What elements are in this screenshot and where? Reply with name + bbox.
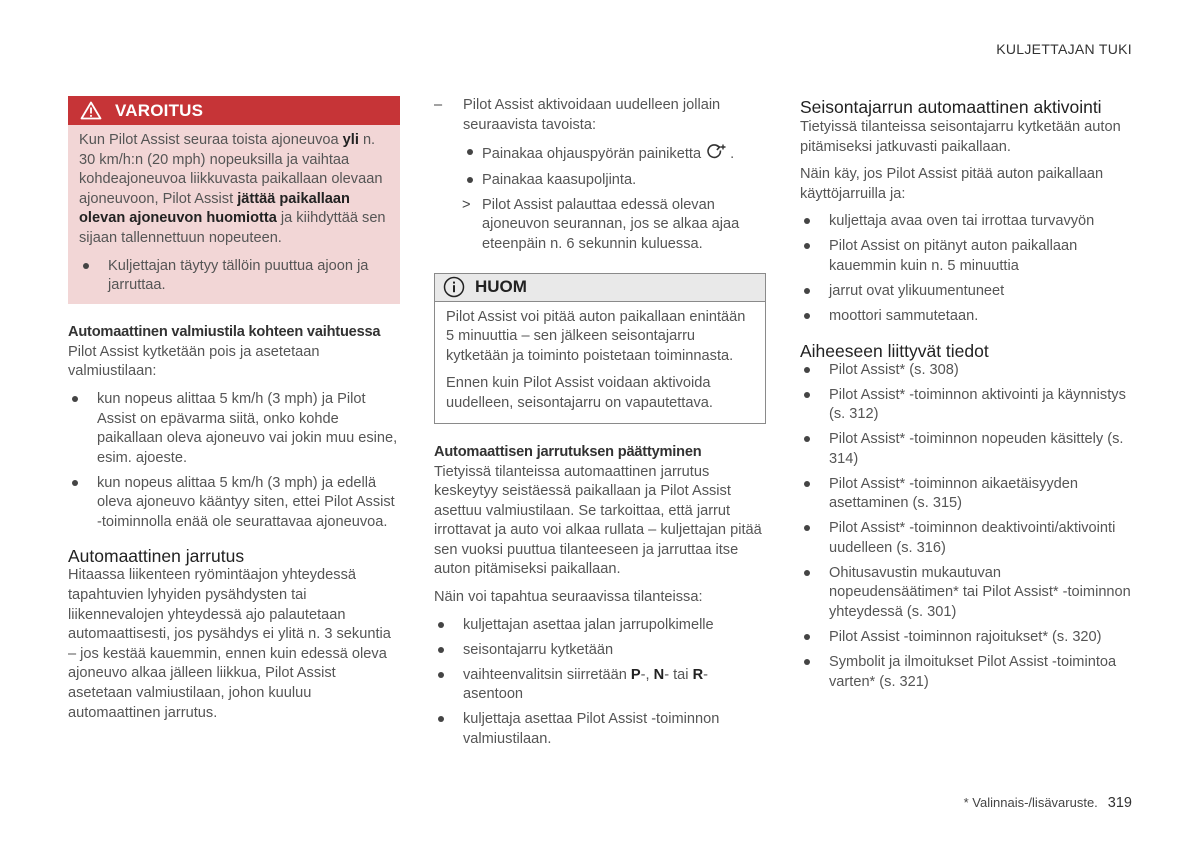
list-item: Kuljettajan täytyy tällöin puuttua ajoon ja jarruttaa.	[79, 257, 389, 296]
related-link[interactable]: Pilot Assist* -toiminnon aktivointi ja käynnistys (s. 312)	[800, 386, 1132, 425]
standby-list	[68, 390, 400, 533]
related-link[interactable]: Pilot Assist* -toiminnon aikaetäisyyden asettaminen (s. 315)	[800, 475, 1132, 514]
braking-end-intro: Näin voi tapahtua seuraavissa tilanteissa:	[434, 589, 703, 606]
standby-intro: Pilot Assist kytketään pois ja asetetaan valmiustilaan:	[68, 343, 320, 380]
auto-braking-heading: Automaattinen jarrutus	[68, 546, 245, 567]
column-middle	[434, 96, 766, 755]
warning-triangle-icon	[80, 101, 102, 120]
arrow-marker: >	[462, 196, 471, 213]
related-link[interactable]: Pilot Assist* (s. 308)	[800, 361, 1132, 381]
list-item: kun nopeus alittaa 5 km/h (3 mph) ja edellä oleva ajoneuvo kääntyy siten, ettei Pilot Assist -toiminnolla enää ole seurattavaa ajoneuvoa.	[68, 474, 400, 533]
page-footer	[964, 793, 1132, 814]
list-item: seisontajarru kytketään	[434, 641, 766, 661]
parking-brake-list	[800, 212, 1132, 326]
column-left	[68, 96, 400, 723]
list-item: Pilot Assist on pitänyt auton paikallaan kauemmin kuin n. 5 minuuttia	[800, 237, 1132, 276]
dash-marker: –	[434, 97, 443, 113]
steering-wheel-resume-icon	[704, 143, 726, 161]
warning-header	[68, 96, 400, 125]
auto-braking-text: Hitaassa liikenteen ryömintäajon yhteydessä tapahtuvien lyhyiden pysähdysten tai liikennevalojen yhteydessä ajo palautetaan automaattisesti, jos pysähdys ei ylitä n. 3 sekuntia – jos kestää kauemmin, ennen kuin edessä oleva ajoneuvo alkaa jälleen liikkua, Pilot Assist asetetaan valmiustilaan, johon kuuluu automaattinen jarrutus.	[68, 567, 391, 721]
related-link[interactable]: Pilot Assist -toiminnon rajoitukset* (s. 320)	[800, 628, 1132, 648]
standby-heading: Automaattinen valmiustila kohteen vaihtuessa	[68, 323, 381, 340]
parking-brake-intro: Näin käy, jos Pilot Assist pitää auton paikallaan käyttöjarruilla ja:	[800, 166, 1104, 202]
list-item: kuljettajan asettaa jalan jarrupolkimelle	[434, 616, 766, 636]
reactivation-result	[434, 196, 766, 255]
reactivation-item	[434, 96, 766, 135]
warning-box	[68, 96, 400, 304]
footnote: * Valinnais-/lisävaruste.	[963, 795, 1098, 810]
note-paragraph-1: Pilot Assist voi pitää auton paikallaan enintään 5 minuuttia – sen jälkeen seisontajarru kytketään ja toiminto poistetaan toiminnasta.	[446, 308, 746, 364]
warning-label: VAROITUS	[115, 100, 204, 120]
note-label: HUOM	[475, 277, 527, 297]
list-item: vaihteenvalitsin siirretään P-, N- tai R-asentoon	[434, 666, 766, 705]
list-item: jarrut ovat ylikuumentuneet	[800, 282, 1132, 302]
warning-bullet-list	[79, 257, 389, 296]
related-link[interactable]: Ohitusavustin mukautuvan nopeudensäätimen* tai Pilot Assist* -toiminnon yhteydessä (s. 301)	[800, 564, 1132, 623]
related-list	[800, 361, 1132, 693]
reactivation-intro: Pilot Assist aktivoidaan uudelleen jollain seuraavista tavoista:	[463, 97, 721, 133]
page-number: 319	[1107, 795, 1132, 811]
related-link[interactable]: Pilot Assist* -toiminnon deaktivointi/aktivointi uudelleen (s. 316)	[800, 519, 1132, 558]
chapter-title: KULJETTAJAN TUKI	[996, 41, 1132, 57]
note-body	[435, 302, 765, 423]
braking-end-list	[434, 616, 766, 750]
reactivation-result-text: Pilot Assist palauttaa edessä olevan ajoneuvon seurannan, jos se alkaa ajaa eteenpäin n. 6 sekunnin kuluessa.	[482, 196, 740, 252]
parking-brake-text: Tietyissä tilanteissa seisontajarru kytketään auton pitämiseksi jatkuvasti paikallaan.	[800, 119, 1121, 155]
list-item: kuljettaja avaa oven tai irrottaa turvavyön	[800, 212, 1132, 232]
list-item: kuljettaja asettaa Pilot Assist -toiminnon valmiustilaan.	[434, 710, 766, 749]
braking-end-text: Tietyissä tilanteissa automaattinen jarrutus keskeytyy seistäessä paikallaan ja Pilot Assist asettuu valmiustilaan. Se tarkoittaa, että jarrut irrottavat ja auto voi alkaa rullata – kuljettajan pitää sen vuoksi puuttua tilanteeseen ja jarruttaa itse auton pitämiseksi paikallaan.	[434, 463, 762, 578]
note-box	[434, 273, 766, 424]
note-header	[435, 274, 765, 302]
related-heading: Aiheeseen liittyvät tiedot	[800, 340, 989, 361]
parking-brake-heading: Seisontajarrun automaattinen aktivointi	[800, 97, 1102, 117]
related-link[interactable]: Pilot Assist* -toiminnon nopeuden käsittely (s. 314)	[800, 430, 1132, 469]
list-item: moottori sammutetaan.	[800, 307, 1132, 327]
braking-end-heading: Automaattisen jarrutuksen päättyminen	[434, 443, 702, 460]
info-circle-icon	[443, 276, 465, 298]
warning-body	[68, 125, 400, 296]
reactivation-list	[434, 143, 766, 190]
list-item: Painakaa kaasupoljinta.	[434, 171, 766, 191]
note-paragraph-2: Ennen kuin Pilot Assist voidaan aktivoida uudelleen, seisontajarru on vapautettava.	[446, 375, 713, 411]
list-item: kun nopeus alittaa 5 km/h (3 mph) ja Pilot Assist on epävarma siitä, onko kohde paikallaan oleva ajoneuvo vai jokin muu esine, esim. ajoeste.	[68, 390, 400, 468]
column-right	[800, 96, 1132, 698]
list-item: Painakaa ohjauspyörän painiketta .	[434, 143, 766, 165]
warning-paragraph: Kun Pilot Assist seuraa toista ajoneuvoa yli n. 30 km/h:n (20 mph) nopeuksilla ja vaihtaa kohdeajoneuvoa liikkuvasta paikallaan olevaan ajoneuvoon, Pilot Assist jättää paikallaan olevan ajoneuvon huomiotta ja kiihdyttää sen sijaan tallennettuun nopeuteen.	[79, 132, 386, 246]
related-link[interactable]: Symbolit ja ilmoitukset Pilot Assist -toimintoa varten* (s. 321)	[800, 653, 1132, 692]
